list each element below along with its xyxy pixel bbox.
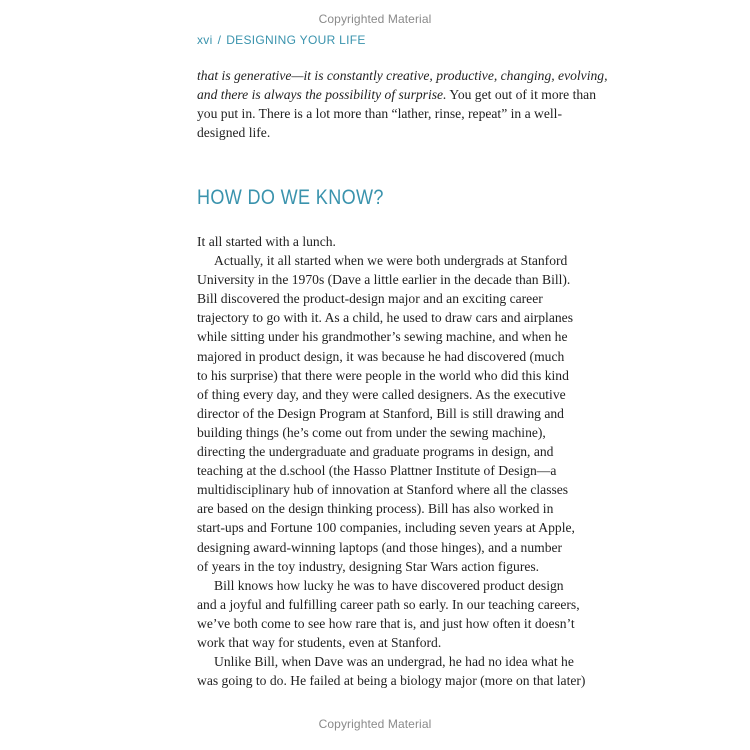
running-head [197,33,366,47]
paragraph-2-line-2: University in the 1970s (Dave a little earlier in the decade than Bill). [197,272,571,288]
paragraph-2-line-1: Actually, it all started when we were both undergrads at Stanford [214,253,568,269]
paragraph-2-line-17: of years in the toy industry, designing Star Wars action figures. [197,558,540,574]
paragraph-2-line-11: directing the undergraduate and graduate programs in design, and [197,444,554,460]
paragraph-4-line-1: Unlike Bill, when Dave was an undergrad, he had no idea what he [214,654,574,670]
intro-line-2-italic: and there is always the possibility of surprise. [197,87,447,103]
paragraph-3-line-3: we’ve both come to see how rare that is, and just how often it doesn’t [197,615,575,631]
paragraph-3-line-2: and a joyful and fulfilling career path so early. In our teaching careers, [197,596,580,612]
paragraph-2-line-3: Bill discovered the product-design major and an exciting career [197,291,543,307]
paragraph-2-line-9: director of the Design Program at Stanford, Bill is still drawing and [197,405,564,421]
paragraph-2-line-14: are based on the design thinking process). Bill has also worked in [197,501,554,517]
intro-line-1: that is generative—it is constantly creative, productive, changing, evolving, [197,68,608,83]
paragraph-2-line-16: designing award-winning laptops (and those hinges), and a number [197,539,563,555]
running-head-separator: / [217,33,222,47]
paragraph-2-line-7: to his surprise) that there were people in the world who did this kind [197,367,569,383]
intro-line-4: designed life. [197,125,271,141]
paragraph-2-line-13: multidisciplinary hub of innovation at Stanford where all the classes [197,482,569,498]
paragraph-2-line-8: of thing every day, and they were called designers. As the executive [197,386,566,402]
paragraph-2-line-6: majored in product design, it was because he had discovered (much [197,348,565,364]
paragraph-2-line-4: trajectory to go with it. As a child, he used to draw cars and airplanes [197,310,573,326]
paragraph-3-line-4: work that way for students, even at Stanford. [197,634,442,650]
paragraph-2-line-15: start-ups and Fortune 100 companies, including seven years at Apple, [197,520,575,536]
paragraph-4-line-2: was going to do. He failed at being a biology major (more on that later) [197,673,586,689]
intro-line-2-rest: You get out of it more than [446,87,596,103]
paragraph-2-line-10: building things (he’s come out from under the sewing machine), [197,424,546,440]
paragraph-1-line-1: It all started with a lunch. [197,234,336,249]
intro-paragraph [197,66,608,142]
paragraph-2-line-12: teaching at the d.school (the Hasso Plattner Institute of Design—a [197,463,557,479]
copyright-watermark-top: Copyrighted Material [318,12,432,26]
book-title: DESIGNING YOUR LIFE [226,33,366,47]
page-number: xvi [197,33,213,47]
body-text [197,232,586,690]
section-heading: HOW DO WE KNOW? [197,186,384,209]
intro-line-3: you put in. There is a lot more than “lather, rinse, repeat” in a well- [197,106,562,122]
copyright-watermark-bottom: Copyrighted Material [318,717,432,731]
paragraph-2-line-5: while sitting under his grandmother’s sewing machine, and when he [197,329,568,345]
paragraph-3-line-1: Bill knows how lucky he was to have discovered product design [214,577,564,593]
